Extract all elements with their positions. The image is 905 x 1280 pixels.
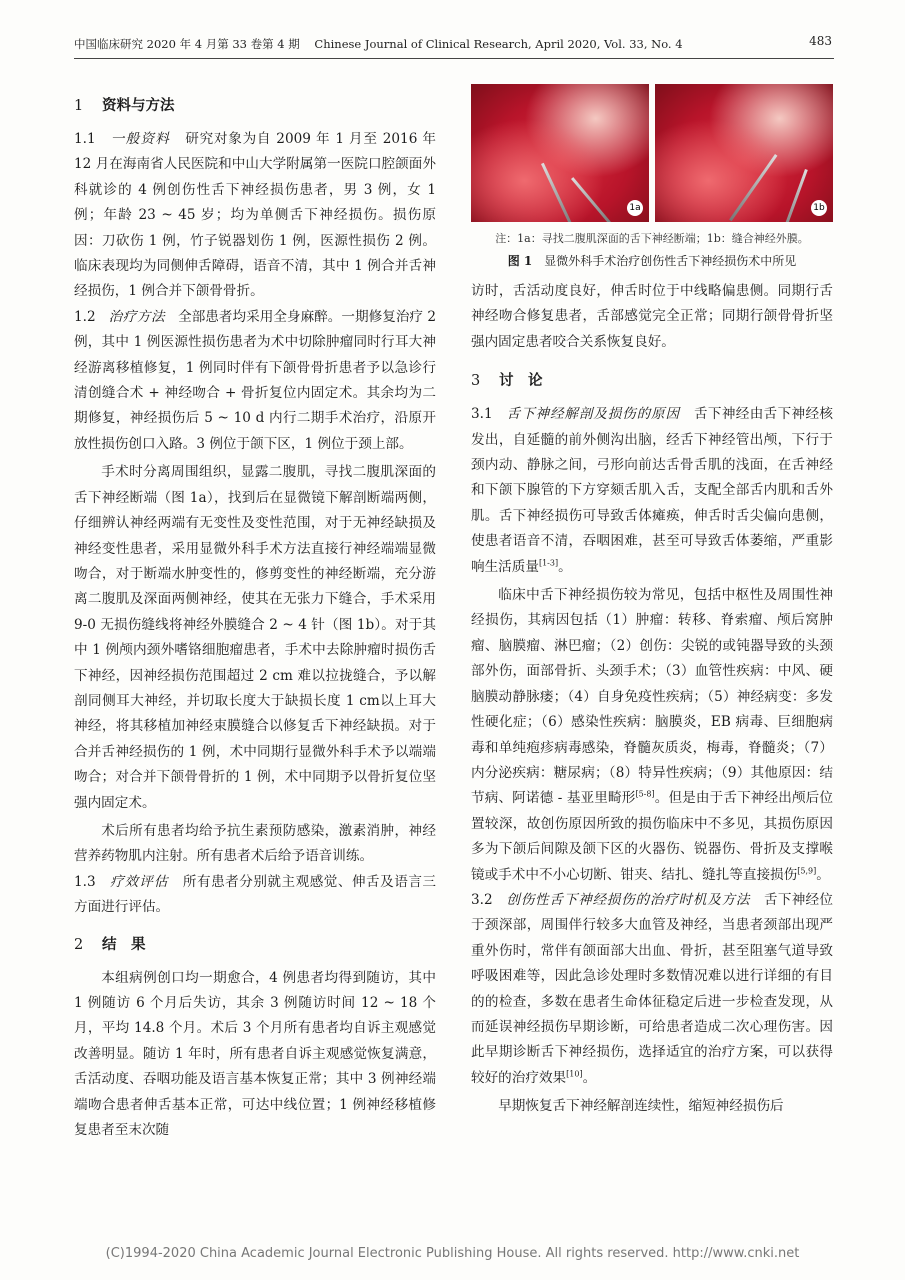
- journal-title-cn: 中国临床研究 2020 年 4 月第 33 卷第 4 期: [74, 37, 300, 51]
- paragraph-timing: 3.2 创伤性舌下神经损伤的治疗时机及方法 舌下神经位于颈深部，周围伴行较多大血管及神经，当患者颈部出现严重外伤时，常伴有颌面部大出血、骨折，甚至阻塞气道导致呼吸困难等，因此急诊处理时多数情况难以进行详细的有目的的检查，多数在患者生命体征稳定后进一步检查发现，从而延误神经损伤早期诊断，可给患者造成二次心理伤害。因此早期诊断舌下神经损伤，选择适宜的治疗方案，可以获得较好的治疗效果[10]。: [471, 891, 834, 1086]
- section-2-heading: 2 结 果: [74, 935, 146, 953]
- page-number: 483: [809, 34, 832, 48]
- figure-1: [471, 84, 833, 222]
- figure-note: 注：1a：寻找二腹肌深面的舌下神经断端；1b：缝合神经外膜。: [495, 232, 809, 245]
- paragraph-anatomy: 3.1 舌下神经解剖及损伤的原因 舌下神经由舌下神经核发出，自延髓的前外侧沟出脑，经舌下神经管出颅，下行于颈内动、静脉之间，弓形向前达舌骨舌肌的浅面，在舌神经和下颌下腺管的下方穿颏舌肌入舌，支配全部舌内肌和舌外肌。舌下神经损伤可导致舌体瘫痪，伸舌时舌尖偏向患侧，使患者语音不清，吞咽困难，甚至可导致舌体萎缩，严重影响生活质量[1-3]。: [471, 406, 834, 575]
- paragraph-general-info: 1.1 一般资料 研究对象为自 2009 年 1 月至 2016 年 12 月在海南省人民医院和中山大学附属第一医院口腔颌面外科就诊的 4 例创伤性舌下神经损伤患者，男 3 例，女 1 例；年龄 23 ~ 45 岁；均为单侧舌下神经损伤。损伤原因：刀砍伤 1 例，竹子锐器划伤 1 例，医源性损伤 2 例。临床表现均为同侧伸舌障碍，语音不清，其中 1 例合并舌神经损伤，1 例合并下颌骨骨折。: [74, 131, 436, 300]
- citation: [1-3]: [538, 558, 559, 568]
- photo-label-1b: 1b: [811, 200, 827, 216]
- citation: [5-8]: [635, 789, 655, 799]
- subsection-title: 一般资料: [110, 131, 171, 147]
- header-divider: [74, 58, 834, 59]
- paragraph-early-repair: 早期恢复舌下神经解剖连续性，缩短神经损伤后: [498, 1098, 784, 1115]
- right-column: [471, 84, 833, 1120]
- subsection-number: 1.1: [74, 131, 96, 147]
- paragraph-results-cont: 访时，舌活动度良好，伸舌时位于中线略偏患侧。同期行舌神经吻合修复患者，舌部感觉完全正常；同期行颌骨骨折坚强内固定患者咬合关系恢复良好。: [471, 283, 833, 350]
- subsection-number: 3.1: [471, 406, 493, 423]
- figure-caption: 图 1 显微外科手术治疗创伤性舌下神经损伤术中所见: [507, 254, 797, 268]
- paragraph-clinical: 临床中舌下神经损伤较为常见，包括中枢性及周围性神经损伤，其病因包括（1）肿瘤：转移、脊索瘤、颅后窝肿瘤、脑膜瘤、淋巴瘤；（2）创伤：尖锐的或钝器导致的头颈部外伤，面部骨折、头颈手术；（3）血管性疾病：中风、硬脑膜动静脉瘘；（4）自身免疫性疾病；（5）神经病变：多发性硬化症；（6）感染性疾病：脑膜炎，EB 病毒、巨细胞病毒和单纯疱疹病毒感染，脊髓灰质炎，梅毒，脊髓炎；（7）内分泌疾病：糖尿病；（8）特异性疾病；（9）其他原因：结节病、阿诺德 - 基亚里畸形[5-8]。但是由于舌下神经出颅后位置较深，故创伤原因所致的损伤临床中不多见，其损伤原因多为下颌后间隙及颌下区的火器伤、锐器伤、骨折及支撑喉镜或手术中不小心切断、钳夹、结扎、缝扎等直接损伤[5,9]。: [471, 587, 833, 883]
- paragraph-evaluation: 1.3 疗效评估 所有患者分别就主观感觉、伸舌及语言三方面进行评估。: [74, 873, 436, 916]
- paragraph-treatment: 1.2 治疗方法 全部患者均采用全身麻醉。一期修复治疗 2 例，其中 1 例医源性损伤患者为术中切除肿瘤同时行耳大神经游离移植修复，1 例同时伴有下颌骨骨折患者予以急诊行清创缝合术 + 神经吻合 + 骨折复位内固定术。其余均为二期修复，神经损伤后 5 ~ 10 d 内行二期手术治疗，沿原开放性损伤创口入路。3 例位于颌下区，1 例位于颈上部。: [74, 308, 437, 452]
- surgical-photo-1b: [655, 84, 833, 222]
- subsection-title: 舌下神经解剖及损伤的原因: [506, 406, 680, 423]
- citation: [10]: [566, 1069, 583, 1079]
- subsection-title: 疗效评估: [110, 873, 169, 890]
- photo-label-1a: 1a: [627, 200, 643, 216]
- subsection-number: 3.2: [471, 891, 493, 908]
- paragraph-results: 本组病例创口均一期愈合，4 例患者均得到随访，其中 1 例随访 6 个月后失访，其余 3 例随访时间 12 ~ 18 个月，平均 14.8 个月。术后 3 个月所有患者均自诉主观感觉改善明显。随访 1 年时，所有患者自诉主观感觉恢复满意，舌活动度、吞咽功能及语言基本恢复正常；其中 3 例神经端端吻合患者伸舌基本正常，可达中线位置；1 例神经移植修复患者至末次随: [74, 969, 436, 1139]
- subsection-title: 治疗方法: [108, 308, 166, 325]
- section-3-heading: 3 讨 论: [471, 372, 543, 390]
- subsection-number: 1.3: [74, 873, 96, 890]
- subsection-title: 创伤性舌下神经损伤的治疗时机及方法: [506, 891, 751, 908]
- section-1-heading: 1 资料与方法: [74, 97, 175, 114]
- surgical-photo-1a: [471, 84, 649, 222]
- running-header: [74, 36, 832, 52]
- journal-title-en: Chinese Journal of Clinical Research, April 2020, Vol. 33, No. 4: [314, 37, 683, 51]
- citation: [5,9]: [797, 866, 817, 875]
- paragraph-surgery: 手术时分离周围组织，显露二腹肌，寻找二腹肌深面的舌下神经断端（图 1a），找到后在显微镜下解剖断端两侧，仔细辨认神经两端有无变性及变性范围，对于无神经缺损及神经变性患者，采用显微外科手术方法直接行神经端端显微吻合，对于断端水肿变性的，修剪变性的神经断端，充分游离二腹肌及深面两侧神经，使其在无张力下缝合，手术采用 9-0 无损伤缝线将神经外膜缝合 2 ~ 4 针（图 1b）。对于其中 1 例颅内颈外嗜铬细胞瘤患者，手术中去除肿瘤时损伤舌下神经，因神经损伤范围超过 2 cm 难以拉拢缝合，予以解剖同侧耳大神经，并切取长度大于缺损长度 1 cm以上耳大神经，将其移植加神经束膜缝合以修复舌下神经缺损。对于合并舌神经损伤的 1 例，术中同期行显微外科手术予以端端吻合；对合并下颌骨骨折的 1 例，术中同期予以骨折复位坚强内固定术。: [74, 464, 436, 811]
- subsection-number: 1.2: [74, 308, 96, 325]
- left-column: [74, 88, 436, 1143]
- copyright-footer: (C)1994-2020 China Academic Journal Electronic Publishing House. All rights reserved. http://www.cnki.net: [105, 1246, 800, 1261]
- paragraph-postop: 术后所有患者均给予抗生素预防感染，激素消肿，神经营养药物肌内注射。所有患者术后给予语音训练。: [74, 822, 436, 865]
